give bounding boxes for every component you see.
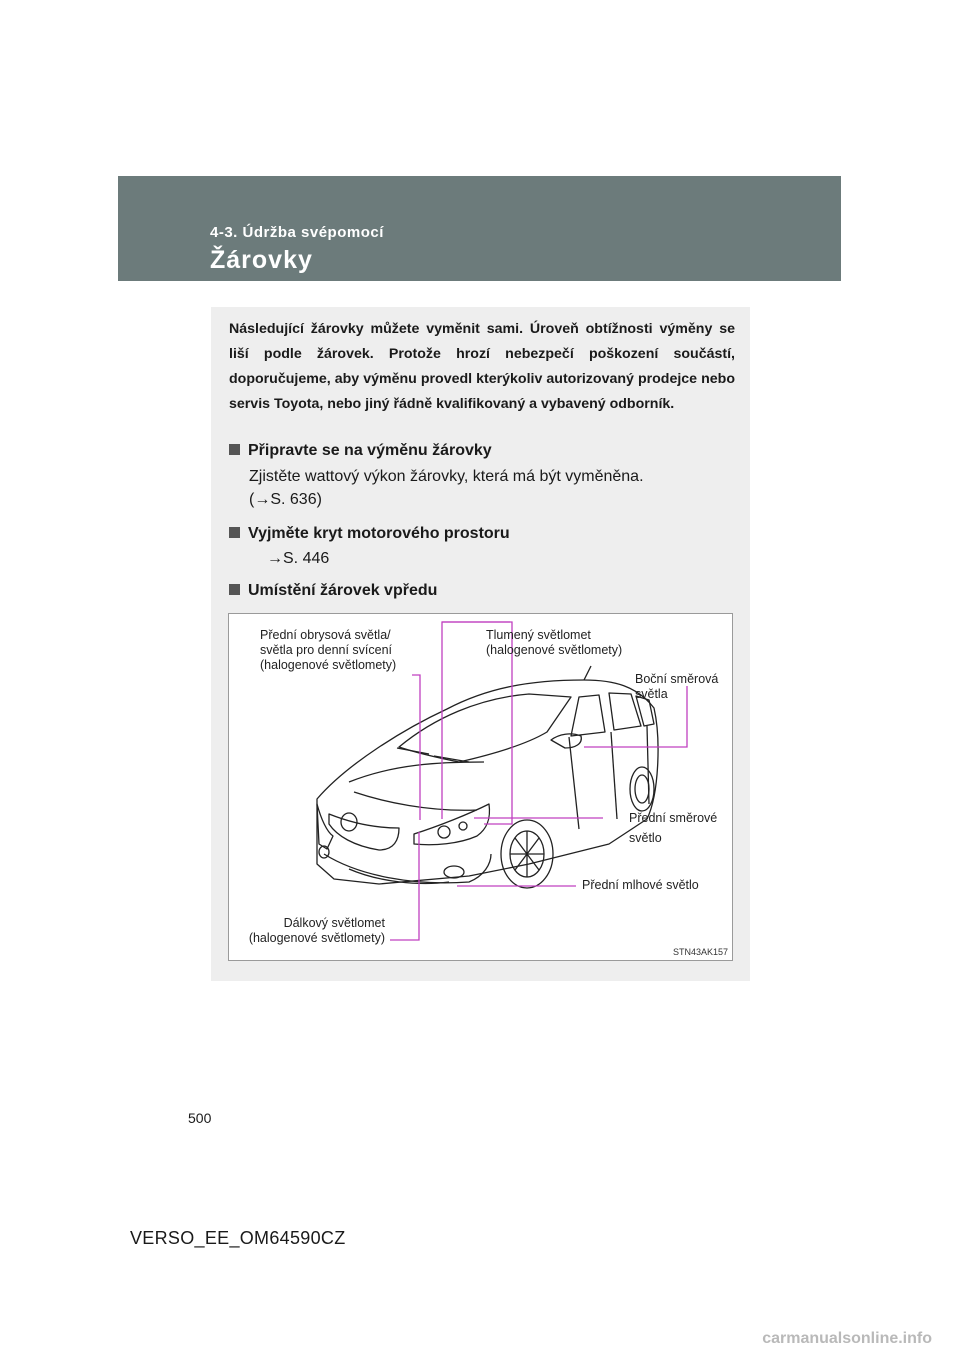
intro-paragraph: Následující žárovky můžete vyměnit sami. Úroveň obtížnosti výměny se liší podle žárovek. Protože hrozí nebezpečí poškození součástí, doporučujeme, aby výměnu provedl kterýkoliv autorizovaný prodejce nebo servis Toyota, nebo jiný řádně kvalifikovaný a vybavený odborník. (229, 321, 735, 412)
section-heading-text: Umístění žárovek vpředu (248, 582, 438, 599)
figure-code: STN43AK157 (672, 947, 728, 957)
callout-low-beam: Tlumený světlomet (halogenové světlomety) (486, 628, 623, 657)
section-heading-cover (229, 525, 510, 543)
section-heading-prepare (229, 442, 492, 460)
page-number: 500 (188, 1110, 212, 1126)
callout-fog-light: Přední mlhové světlo (582, 878, 699, 892)
page-title: Žárovky (210, 246, 313, 274)
square-bullet-icon (229, 584, 240, 595)
section-heading-locations (229, 582, 437, 600)
square-bullet-icon (229, 444, 240, 455)
content-box (211, 307, 750, 981)
page-reference[interactable]: →S. 446 (267, 550, 330, 567)
document-code: VERSO_EE_OM64590CZ (130, 1228, 346, 1248)
section-label: 4-3. Údržba svépomocí (210, 224, 384, 241)
watermark: carmanualsonline.info (762, 1330, 932, 1347)
section-heading-text: Připravte se na výměnu žárovky (248, 442, 492, 459)
callout-position-lights: Přední obrysová světla/ světla pro denní svícení (halogenové světlomety) (260, 628, 397, 672)
section-text: Zjistěte wattový výkon žárovky, která má být vyměněna. (249, 468, 644, 485)
callout-side-turn: Boční směrová světla (635, 672, 719, 701)
callout-front-turn: Přední směrové světlo (629, 811, 718, 845)
square-bullet-icon (229, 527, 240, 538)
callout-high-beam: Dálkový světlomet (halogenové světlomety) (248, 916, 385, 945)
chapter-header (118, 176, 841, 281)
section-heading-text: Vyjměte kryt motorového prostoru (248, 525, 510, 542)
bulb-location-figure (228, 613, 733, 961)
page-reference[interactable]: (→S. 636) (249, 491, 322, 508)
